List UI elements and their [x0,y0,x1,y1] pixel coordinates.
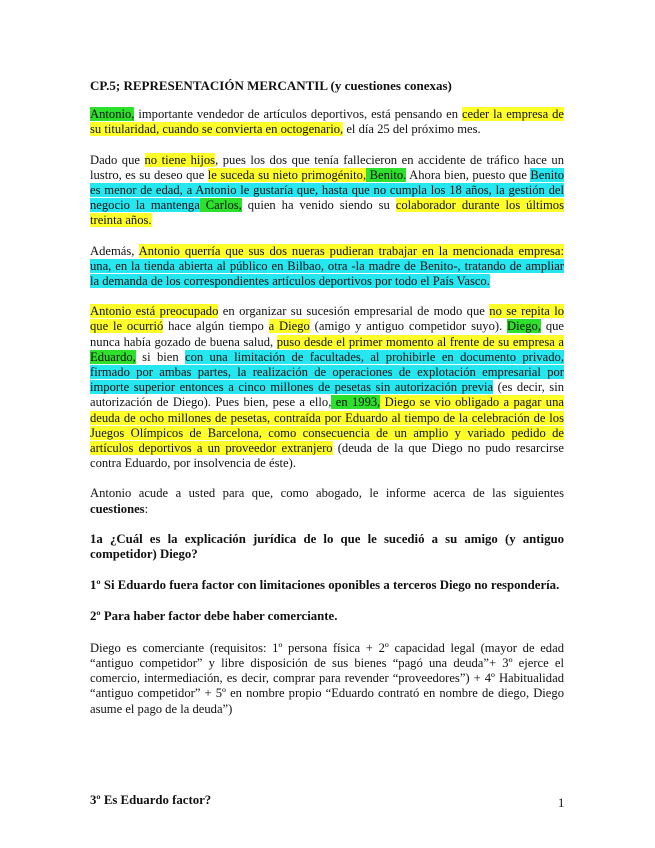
document-title: CP.5; REPRESENTACIÓN MERCANTIL (y cuestiones conexas) [90,78,452,93]
text-run: en organizar su sucesión empresarial de modo que [218,304,490,319]
text-run: hace algún tiempo [163,319,269,334]
text-run: , pues los dos que tenía fallecieron en accidente de tráfico hace un lustro, es su deseo que [90,152,565,182]
text-run: Además, [90,243,139,258]
answer-point-2: 2º Para haber factor debe haber comerciante. [90,609,338,624]
bold-text: cuestiones [90,501,145,516]
paragraph-diego-case [90,304,564,471]
text-run: (amigo y antiguo competidor suyo). [309,319,508,334]
highlight-green: Diego, [507,319,541,334]
paragraph-succession [90,153,564,229]
highlight-green: en 1993, [331,395,381,410]
paragraph-intro [90,107,564,137]
text-run: quien ha venido siendo su [241,198,396,213]
text-run: Antonio acude a usted para que, como abogado, le informe acerca de las siguientes [90,486,564,501]
highlight-yellow: puso desde el primer momento al frente de su empresa a [276,334,564,349]
highlight-cyan: una, en la tienda abierta al público en Bilbao, otra -la madre de Benito-, tratando de ampliar la demanda de los correspondientes artículos deportivos por todo el País Vasco. [90,258,564,289]
text-run: que nunca había gozado de buena salud, [90,319,564,349]
highlight-yellow: le suceda su nieto primogénito, [207,167,367,182]
highlight-green: Eduardo, [90,349,136,364]
text-run: el día 25 del próximo mes. [343,122,481,137]
highlight-yellow: ceder la empresa de su titularidad, cuando se convierta en octogenario, [90,107,564,137]
text-run: (deuda de la que Diego no pudo resarcirse contra Eduardo, por insolvencia de éste). [90,441,564,471]
highlight-yellow: Antonio querría que sus dos nueras pudieran trabajar en la mencionada empresa: [138,243,564,258]
text-run: (es decir, sin autorización de Diego). Pues bien, pese a ello, [90,380,564,410]
paragraph-daughters-in-law [90,244,564,290]
highlight-cyan: Benito es menor de edad, a Antonio le gustaría que, hasta que no cumpla los 18 años, la gestión del negocio la mantenga [90,167,564,213]
highlight-green: Benito. [366,167,407,182]
answer-point-3: 3º Es Eduardo factor? [90,792,212,807]
text-run: importante vendedor de artículos deportivos, está pensando en [134,107,462,122]
question-1: 1a ¿Cuál es la explicación jurídica de lo que le sucedió a su amigo (y antiguo competidor) Diego? [90,531,564,562]
highlight-yellow: colaborador durante los últimos treinta años. [90,198,564,228]
highlight-cyan: con una limitación de facultades, al prohibirle en documento privado, firmado por ambas partes, la realización de operaciones de explotación empresarial por importe superior entonces a cinco millones de pesetas sin autorización previa [90,349,565,395]
highlight-green: Carlos, [199,198,242,213]
paragraph-merchant-requirements: Diego es comerciante (requisitos: 1º persona física + 2º capacidad legal (mayor de edad “antiguo competidor” y libre disposición de sus bienes “pagó una deuda”+ 3º ejerce el comercio, intermediación, es decir, comprar para revender “proveedores”) + 4º Habitualidad “antiguo competidor” + 5º en nombre propio “Eduardo contrató en nombre de diego, Diego asume el pago de la deuda”) [90,640,564,716]
highlight-yellow: no tiene hijos [144,152,216,167]
page-number: 1 [558,796,565,810]
text-run: Ahora bien, puesto que [406,167,531,182]
paragraph-request [90,486,564,516]
answer-point-1: 1º Si Eduardo fuera factor con limitaciones oponibles a terceros Diego no respondería. [90,578,560,593]
highlight-yellow: no se repita lo que le ocurrió [90,304,565,334]
highlight-yellow: Antonio está preocupado [90,304,219,319]
highlight-yellow: Diego se vio obligado a pagar una deuda de ocho millones de pesetas, contraída por Eduardo al tiempo de la celebración de los Juegos Olímpicos de Barcelona, como consecuencia de un amplio y variado pedido de artículos deportivos a un proveedor extranjero [90,395,564,456]
highlight-yellow: a Diego [268,319,310,334]
text-run: Dado que [90,152,145,167]
document-body [90,78,564,824]
text-run: : [144,501,149,516]
text-run: si bien [135,349,185,364]
highlight-green: Antonio, [90,107,135,122]
